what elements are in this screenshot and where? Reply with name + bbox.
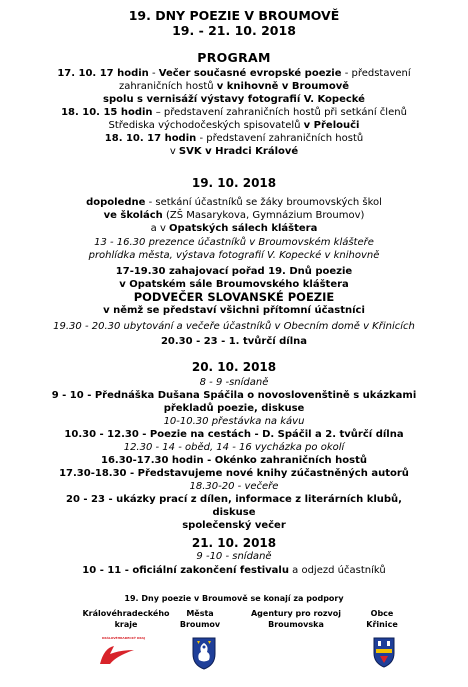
day4-line2 [0,564,468,577]
day1-time-3: 18. 10. 17 hodin [104,133,197,144]
sponsor-1 [78,608,174,630]
day3-line7: 16.30-17.30 hodin - Okénko zahraničních hostů [101,455,367,466]
sponsor-2-line2: Broumov [179,620,221,629]
day3-line6: 12.30 - 14 - oběd, 14 - 16 vycházka po okolí [123,442,345,453]
day2-line4: 13 - 16.30 prezence účastníků v Broumovském klášteře [94,237,374,248]
day1-event-1: Večer současné evropské poezie [158,68,342,79]
day2-date: 19. 10. 2018 [191,176,277,190]
day3-line12: společenský večer [182,520,286,531]
day2-line2 [0,209,468,222]
day4-line1: 9 -10 - snídaně [196,551,272,562]
sponsor-2 [172,608,228,630]
day1-desc-3: – představení zahraničních hostů při setkání členů [152,107,407,118]
day3-line2: 9 - 10 - Přednáška Dušana Spáčila o novoslovenštině s ukázkami [51,390,417,401]
day1-time-2: 18. 10. 15 hodin [61,107,153,118]
day3-line4: 10-10.30 přestávka na kávu [163,416,305,427]
day3-line9: 18.30-20 - večeře [189,481,279,492]
day4-desc: a odjezd účastníků [288,565,386,576]
day4-date: 21. 10. 2018 [191,536,277,550]
day3-line5: 10.30 - 12.30 - Poezie na cestách - D. Spáčil a 2. tvůrčí dílna [64,429,404,440]
krinice-shield-icon [372,636,396,668]
day2-line1 [0,196,468,209]
day2-line11: 20.30 - 23 - 1. tvůrčí dílna [160,336,308,347]
day3-line10: 20 - 23 - ukázky prací z dílen, informace z literárních klubů, [66,494,402,505]
day2-desc-3: a v [150,223,170,234]
sponsor-3 [244,608,348,630]
sponsor-4-line1: Obce [370,609,394,618]
broumov-coat-of-arms [191,636,217,670]
day1-line5 [0,119,468,132]
day2-desc-1: - setkání účastníků se žáky broumovských škol [145,197,382,208]
day2-line7: v Opatském sále Broumovského kláštera [119,279,349,290]
day1-line2 [0,80,468,93]
day1-place-1: v knihovně v Broumově [216,81,350,92]
day2-line8: PODVEČER SLOVANSKÉ POEZIE [133,290,335,304]
festival-title: 19. DNY POEZIE V BROUMOVĚ [128,8,340,23]
sponsor-1-line2: kraje [114,620,138,629]
day2-place-2: Opatských sálech kláštera [169,223,318,234]
day1-line1 [0,67,468,80]
sponsor-4 [360,608,404,630]
sponsor-4-line2: Křinice [366,620,398,629]
kralovehradecky-kraj-logo [94,636,146,670]
sponsor-1-line1: Královéhradeckého [82,609,170,618]
kraj-logo-text: KRÁLOVÉHRADECKÝ KRAJ [102,636,146,640]
day1-place-3: SVK v Hradci Králové [178,146,299,157]
sponsor-3-line2: Broumovska [268,620,324,629]
day3-line11: diskuse [212,507,256,518]
day2-place-1: ve školách [103,210,163,221]
day2-line3 [0,222,468,235]
day3-line8: 17.30-18.30 - Představujeme nové knihy zúčastněných autorů [59,468,409,479]
day1-line4 [0,106,468,119]
day1-desc-4: Střediska východočeských spisovatelů [108,120,304,131]
day4-event: 10 - 11 - oficiální zakončení festivalu [82,565,289,576]
day1-time-1: 17. 10. 17 hodin [57,68,149,79]
krinice-coat-of-arms [372,636,396,668]
day3-line1: 8 - 9 -snídaně [199,377,269,388]
day2-line6: 17-19.30 zahajovací pořad 19. Dnů poezie [115,266,353,277]
day1-place-2: v Přelouči [303,120,360,131]
day1-desc-1: - představení [341,68,411,79]
day1-desc-6: v [169,146,179,157]
day3-line3: překladů poezie, diskuse [163,403,305,414]
broumov-shield-icon [191,636,217,670]
day1-line7 [0,145,468,158]
footer-title: 19. Dny poezie v Broumově se konají za podpory [124,594,344,603]
day1-line3: spolu s vernisáží výstavy fotografií V. Kopecké [103,94,365,105]
festival-dates: 19. - 21. 10. 2018 [172,23,296,38]
day2-line9: v němž se představí všichni přítomní účastníci [103,305,365,316]
day2-line5: prohlídka města, výstava fotografií V. Kopecké v knihovně [88,250,380,261]
day1-desc-5: - představení zahraničních hostů [196,133,364,144]
sponsor-2-line1: Města [186,609,214,618]
day3-date: 20. 10. 2018 [191,360,277,374]
day1-line6 [0,132,468,145]
day1-dash-1: - [148,68,159,79]
sponsor-3-line1: Agentury pro rozvoj [250,609,341,618]
program-heading: PROGRAM [197,50,271,65]
kraj-logo-swoosh [94,640,140,668]
day2-time-1: dopoledne [86,197,146,208]
day2-line10: 19.30 - 20.30 ubytování a večeře účastníků v Obecním domě v Křinicích [53,321,415,332]
day2-desc-2: (ZŠ Masarykova, Gymnázium Broumov) [162,210,365,221]
day1-desc-2: zahraničních hostů [118,81,217,92]
